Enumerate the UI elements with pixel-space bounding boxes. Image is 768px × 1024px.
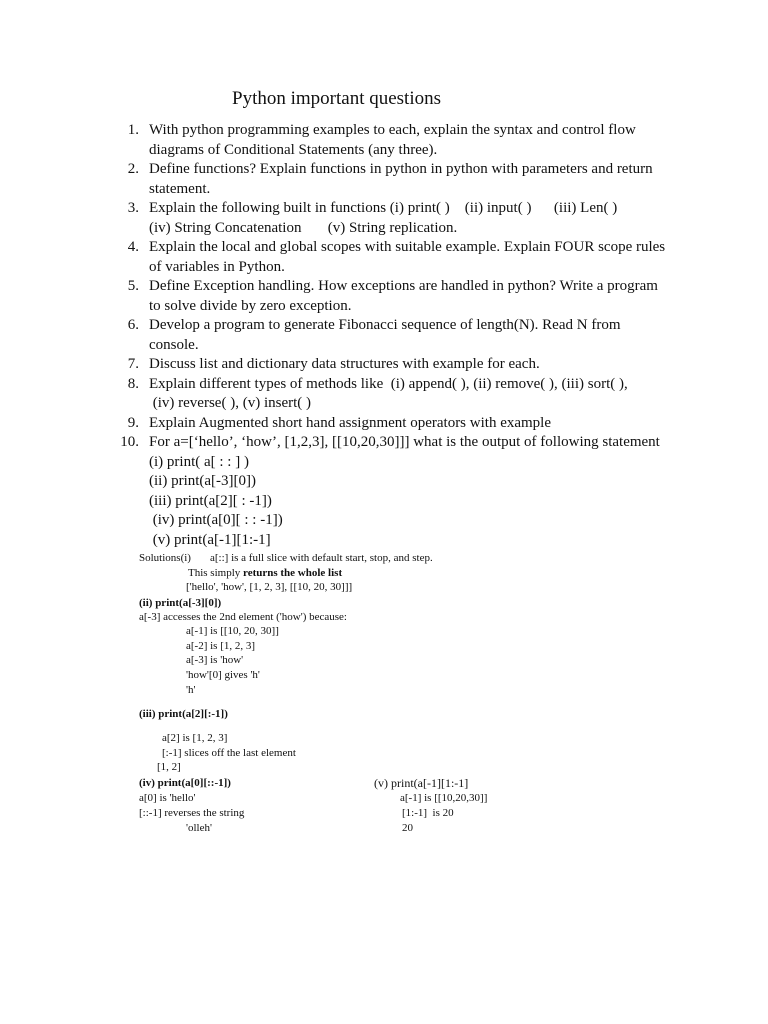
question-text: console. xyxy=(149,336,199,353)
question-number: 1. xyxy=(127,122,139,138)
solution-5-line: a[-1] is [[10,20,30]] xyxy=(400,792,488,804)
solution-1-text: a[::] is a full slice with default start, stop, and step. xyxy=(210,552,433,564)
question-text: Explain Augmented short hand assignment operators with example xyxy=(149,414,551,431)
solution-4-line: a[0] is 'hello' xyxy=(139,792,196,804)
question-number: 9. xyxy=(127,414,139,431)
solution-3-line: [:-1] slices off the last element xyxy=(162,747,296,759)
question-item xyxy=(110,199,680,238)
question-text: Develop a program to generate Fibonacci sequence of length(N). Read N from xyxy=(149,317,621,333)
solution-2-step: 'how'[0] gives 'h' xyxy=(186,669,260,681)
sub-statement: (v) print(a[-1][1:-1] xyxy=(149,531,271,548)
solution-2-line: a[-3] accesses the 2nd element ('how') because: xyxy=(139,611,347,623)
question-item xyxy=(110,277,680,316)
question-number: 7. xyxy=(127,356,139,372)
sub-statement: (iii) print(a[2][ : -1]) xyxy=(149,492,272,509)
solution-1-returns xyxy=(188,566,342,581)
question-list xyxy=(110,121,680,550)
question-item xyxy=(110,355,680,375)
question-number: 8. xyxy=(127,375,139,392)
solution-5-line: 20 xyxy=(402,822,413,834)
solution-2-heading: (ii) print(a[-3][0]) xyxy=(139,597,222,609)
solution-1-label: Solutions(i) xyxy=(139,552,191,564)
question-text: Explain the local and global scopes with suitable example. Explain FOUR scope rules xyxy=(149,239,666,255)
question-item xyxy=(110,375,680,414)
solution-3-result: [1, 2] xyxy=(157,761,181,773)
solution-2-step: a[-2] is [1, 2, 3] xyxy=(186,640,256,652)
solution-2-step: 'h' xyxy=(186,684,196,696)
question-text: diagrams of Conditional Statements (any three). xyxy=(149,141,438,158)
question-text: Explain different types of methods like (i) append( ), (ii) remove( ), (iii) sort( ), xyxy=(149,375,628,392)
question-number: 3. xyxy=(127,200,139,216)
question-item xyxy=(110,121,680,160)
page-title: Python important questions xyxy=(232,88,441,109)
question-text: For a=[‘hello’, ‘how’, [1,2,3], [[10,20,30]]] what is the output of following statement xyxy=(149,434,660,450)
question-text: Explain the following built in functions (i) print( ) (ii) input( ) (iii) Len( ) xyxy=(149,200,618,216)
solution-3-heading: (iii) print(a[2][:-1]) xyxy=(139,708,228,720)
sub-statement: (iv) print(a[0][ : : -1]) xyxy=(149,512,283,528)
question-number: 10. xyxy=(120,434,139,450)
solution-5-line: [1:-1] is 20 xyxy=(402,807,454,819)
question-number: 4. xyxy=(127,239,139,255)
question-item xyxy=(110,238,680,277)
solution-2-step: a[-3] is 'how' xyxy=(186,654,244,666)
question-item xyxy=(110,316,680,355)
solution-4-result: 'olleh' xyxy=(186,822,212,834)
returns-bold: returns the whole list xyxy=(243,567,343,579)
question-item xyxy=(110,414,680,434)
question-text: Define Exception handling. How exceptions are handled in python? Write a program xyxy=(149,278,658,294)
question-text: (iv) String Concatenation (v) String replication. xyxy=(149,219,458,236)
question-number: 2. xyxy=(127,161,139,177)
question-item xyxy=(110,160,680,199)
returns-prefix: This simply xyxy=(188,567,244,579)
question-text: of variables in Python. xyxy=(149,258,285,275)
solution-4-heading: (iv) print(a[0][::-1]) xyxy=(139,777,231,789)
solution-5-heading: (v) print(a[-1][1:-1] xyxy=(374,776,469,790)
solution-2-step: a[-1] is [[10, 20, 30]] xyxy=(186,625,279,637)
solution-4-line: [::-1] reverses the string xyxy=(139,807,245,819)
solution-1-result: ['hello', 'how', [1, 2, 3], [[10, 20, 30]]] xyxy=(186,581,353,593)
question-number: 6. xyxy=(127,317,139,333)
question-text: With python programming examples to each, explain the syntax and control flow xyxy=(149,122,636,138)
question-item xyxy=(110,433,680,550)
question-text: Discuss list and dictionary data structures with example for each. xyxy=(149,356,540,372)
question-text: (iv) reverse( ), (v) insert( ) xyxy=(149,395,312,411)
sub-statement: (i) print( a[ : : ] ) xyxy=(149,453,249,470)
solution-3-line: a[2] is [1, 2, 3] xyxy=(162,732,228,744)
sub-statement: (ii) print(a[-3][0]) xyxy=(149,473,257,489)
question-text: statement. xyxy=(149,180,211,197)
question-number: 5. xyxy=(127,278,139,294)
question-text: Define functions? Explain functions in python in python with parameters and return xyxy=(149,161,653,177)
question-text: to solve divide by zero exception. xyxy=(149,297,352,314)
